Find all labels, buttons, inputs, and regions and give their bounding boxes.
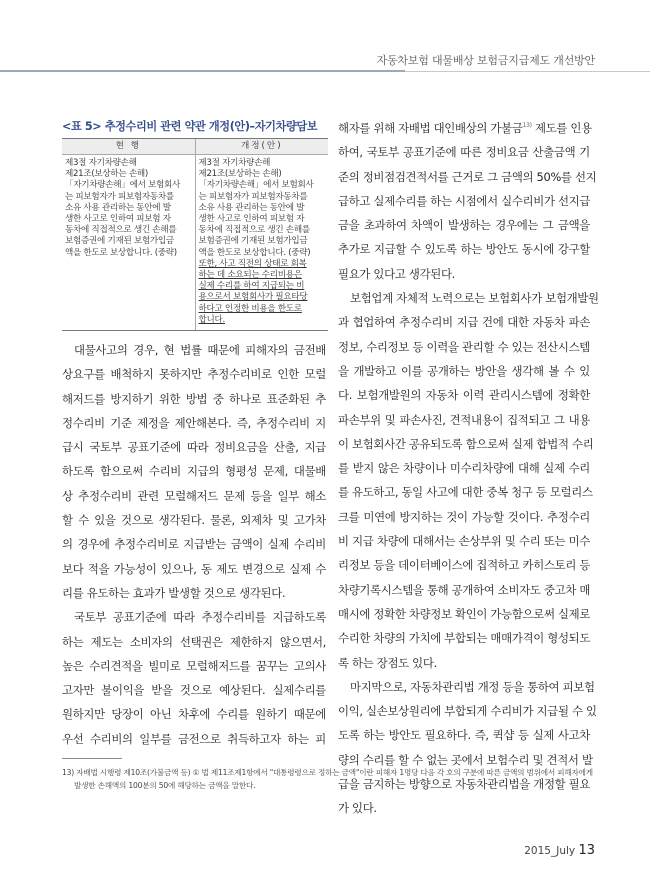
paragraph-line (338, 116, 590, 140)
paragraph-line: 보다 적을 가능성이 있으나, 동 제도 변경으로 실제 수 (62, 561, 326, 576)
paragraph-line: 해저드를 방지하기 위한 방법 중 하나로 표준화된 추 (62, 391, 326, 406)
table-cell-line: 제21조(보상하는 손해) (65, 169, 148, 180)
paragraph-line: 량의 수리를 할 수 없는 곳에서 보험수리 및 견적서 발 (338, 752, 593, 767)
table-cell-line: 는 피보험자가 피보험자동차를 (198, 191, 308, 202)
paragraph-line: 급을 금지하는 방향으로 자동차관리법을 개정할 필요 (338, 777, 591, 792)
table-cell-line: 제3절 자기차량손해 (65, 158, 137, 168)
paragraph-line: 급시 국토부 공표기준에 따라 정비요금을 산출, 지급 (62, 440, 326, 455)
table-cell-revised (195, 155, 328, 331)
paragraph-line: 리를 유도하는 효과가 발생할 것으로 생각된다. (62, 585, 286, 600)
table-cell-line: 동차에 직접적으로 생긴 손해를 (65, 225, 177, 236)
paragraph-line: 차량기록시스템을 통해 공개하여 소비자도 중고차 매 (338, 582, 591, 597)
table-cell-line: 액을 한도로 보상합니다. (중략) (65, 247, 177, 258)
table-cell-line: 보험증권에 기재된 보험가입금 (198, 236, 308, 247)
paragraph-line: 비 지급 차량에 대해서는 손상부위 및 수리 또는 미수 (338, 534, 590, 549)
paragraph-line: 다. 보험개발원의 자동차 이력 관리시스템에 정확한 (338, 388, 590, 403)
paragraph-line: 국토부 공표기준에 따라 추정수리비를 지급하도록 (74, 610, 326, 625)
paragraph-line: 우선 수리비의 일부를 금전으로 취득하고자 하는 피 (62, 731, 326, 746)
table-cell-added-line: 합니다. (198, 314, 225, 325)
paragraph-line: 고자만 불이익을 받을 것으로 예상된다. 실제수리를 (62, 683, 326, 698)
paragraph-line: 하도록 함으로써 수리비 지급의 형평성 문제, 대물배 (62, 464, 326, 479)
table-cell-line: 보험증권에 기재된 보험가입금 (65, 236, 174, 247)
issue-label: 2015_July (524, 845, 576, 857)
paragraph-line: 보험업계 자체적 노력으로는 보험회사가 보험개발원 (350, 291, 599, 306)
table-cell-line: 제3절 자기차량손해 (198, 158, 271, 168)
body-left-column (62, 338, 326, 751)
paragraph-line: 대물사고의 경우, 현 법률 때문에 피해자의 금전배 (74, 343, 326, 357)
table-cell-line: 「자기차량손해」에서 보험회사 (198, 180, 314, 191)
text-run: 해자를 위해 자배법 대인배상의 가불금 (338, 121, 523, 135)
table-header-current: 현 행 (62, 139, 195, 155)
running-header-title: 자동차보험 대물배상 보험금지급제도 개선방안 (376, 54, 595, 67)
table-cell-line: 액을 한도로 보상합니다. (중략) (198, 247, 311, 258)
footnote (62, 766, 602, 792)
table-header-row (62, 139, 328, 155)
table-cell-added-line: 또한, 사고 직전의 상태로 회복 (198, 258, 307, 269)
paragraph-line: 록 하는 장점도 있다. (338, 655, 437, 670)
paragraph-line: 필요가 있다고 생각된다. (338, 266, 455, 281)
paragraph-line: 상요구를 배척하지 못하지만 추정수리비로 인한 모럴 (62, 367, 326, 382)
paragraph-line: 수리한 차량의 가치에 부합되는 매매가격이 형성되도 (338, 631, 591, 646)
table-cell-added-line: 하는 데 소요되는 수리비용은 (198, 270, 302, 281)
paragraph-line: 추가로 지급할 수 있도록 하는 방안도 동시에 강구할 (338, 242, 590, 257)
paragraph-line: 도록 하는 방안도 필요하다. 즉, 퀵샵 등 실제 사고차 (338, 728, 590, 743)
table-header-revised: 개정(안) (195, 139, 328, 155)
table-cell-added-line: 하다고 인정한 비용을 한도로 (198, 303, 302, 314)
paragraph-line: 과 협업하여 추정수리비 지급 건에 대한 자동차 파손 (338, 315, 590, 330)
table-cell-line: 생한 사고로 인하여 피보험 자 (65, 214, 171, 225)
paragraph-line: 를 유도하고, 동일 사고에 대한 중복 청구 등 모럴리스 (338, 485, 593, 500)
table-cell-line: 「자기차량손해」에서 보험회사 (65, 180, 181, 191)
header-divider-accent (0, 70, 405, 72)
paragraph-line: 크를 미연에 방지하는 것이 가능할 것이다. 추정수리 (338, 509, 590, 524)
paragraph-line: 상 추정수리비 관련 모럴해저드 문제 등을 일부 해소 (62, 488, 326, 503)
table-cell-current (62, 155, 195, 331)
terms-comparison-table (62, 138, 328, 331)
table-caption: <표 5> 추정수리비 관련 약관 개정(안)–자기차량담보 (62, 120, 318, 133)
paragraph-line: 금을 초과하여 차액이 발생하는 경우에는 그 금액을 (338, 218, 590, 233)
table-cell-line: 동차에 직접적으로 생긴 손해를 (198, 225, 310, 236)
paragraph-line: 급하고 실제수리를 하는 시점에서 실수리비가 선지급 (338, 193, 591, 208)
table-cell-line: 제21조(보상하는 손해) (198, 169, 282, 180)
table-cell-added-line: 용으로서 보험회사가 필요타당 (198, 292, 308, 303)
footnote-divider (62, 758, 122, 759)
footnote-line: 13) 자배법 시행령 제10조(가불금액 등) ① 법 제11조제1항에서 "대통령령으로 정하는 금액"이란 피해자 1명당 다음 각 호의 구분에 따른 금액의 범위에서 피해자에게 (62, 768, 593, 777)
text-run: 제도를 인용 (531, 121, 592, 135)
paragraph-line: 정수리비 기준 제정을 제안해본다. 즉, 추정수리비 지 (62, 415, 326, 430)
paragraph-line: 정보, 수리정보 등 이력을 관리할 수 있는 전산시스템 (338, 339, 590, 354)
paragraph-line: 하는 제도는 소비자의 선택권은 제한하지 않으면서, (62, 634, 326, 649)
paragraph-line: 높은 수리견적을 빌미로 모럴해저드를 꿈꾸는 고의사 (62, 658, 326, 673)
table-cell-line: 소유 사용 관리하는 동안에 발 (198, 202, 305, 213)
body-right-column (338, 116, 599, 821)
paragraph-line: 마지막으로, 자동차관리법 개정 등을 통하여 피보험 (350, 679, 595, 694)
paragraph-line: 를 받지 않은 차량이나 미수리차량에 대해 실제 수리 (338, 461, 590, 476)
footnote-line: 발생한 손해액의 100분의 50에 해당하는 금액을 말한다. (74, 781, 256, 790)
paragraph-line: 준의 정비점검견적서를 근거로 그 금액의 50%를 선지 (338, 169, 597, 184)
paragraph-line: 의 경우에 추정수리비로 지급받는 금액이 실제 수리비 (62, 537, 326, 552)
paragraph-line: 이익, 실손보상원리에 부합되게 수리비가 지급될 수 있 (338, 704, 597, 719)
paragraph-line: 하여, 국토부 공표기준에 따른 정비요금 산출금액 기 (338, 145, 590, 160)
page-number: 13 (578, 843, 595, 858)
paragraph-line: 매시에 정확한 차량정보 확인이 가능함으로써 실제로 (338, 606, 591, 621)
paragraph-line: 원하지만 당장이 아닌 차후에 수리를 원하기 때문에 (62, 707, 326, 722)
paragraph-line: 을 개발하고 이를 공개하는 방안을 생각해 볼 수 있 (338, 363, 590, 378)
paragraph-line: 할 수 있을 것으로 생각된다. 물론, 외제차 및 고가차 (62, 513, 326, 528)
table-cell-line: 는 피보험자가 피보험자동차를 (65, 191, 174, 202)
paragraph-line: 이 보험회사간 공유되도록 함으로써 실제 합법적 수리 (338, 436, 594, 451)
table-cell-added-line: 실제 수리를 하여 지급되는 비 (198, 281, 305, 292)
table-row (62, 155, 328, 331)
paragraph-line: 가 있다. (338, 801, 377, 816)
paragraph-line: 리정보 등을 데이터베이스에 집적하고 카히스토리 등 (338, 558, 591, 573)
page-footer (524, 843, 595, 858)
footnote-reference: 13) (522, 122, 532, 130)
table-cell-line: 소유 사용 관리하는 동안에 발 (65, 202, 171, 213)
paragraph-line: 파손부위 및 파손사진, 견적내용이 집적되고 그 내용 (338, 412, 590, 427)
table-cell-line: 생한 사고로 인하여 피보험 자 (198, 214, 305, 225)
